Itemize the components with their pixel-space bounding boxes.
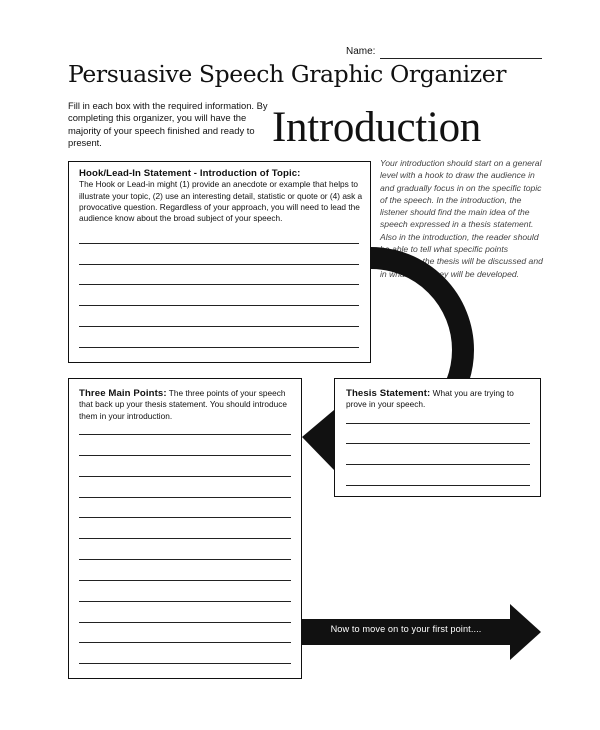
thesis-answer-line[interactable] — [346, 423, 530, 424]
next-point-label: Now to move on to your first point.... — [330, 624, 482, 634]
thesis-answer-line[interactable] — [346, 464, 530, 465]
thesis-heading: Thesis Statement: — [346, 388, 431, 399]
hook-box — [68, 161, 371, 363]
hook-answer-line[interactable] — [79, 347, 359, 348]
hook-heading: Hook/Lead-In Statement - Introduction of Topic: — [79, 168, 301, 179]
main-points-answer-line[interactable] — [79, 663, 291, 664]
hook-answer-line[interactable] — [79, 326, 359, 327]
main-points-answer-line[interactable] — [79, 642, 291, 643]
main-points-answer-line[interactable] — [79, 455, 291, 456]
side-note: Your introduction should start on a general level with a hook to draw the audience in and gradually focus in on the specific topic of the speech. In the introduction, the listener should find the main idea of the speech expressed in a thesis statement. Also in the introduction, the reader should be able to tell what specific points supporting the thesis will be discussed and in what order they will be developed. — [380, 158, 543, 279]
thesis-box — [334, 378, 541, 497]
main-points-answer-line[interactable] — [79, 497, 291, 498]
section-title: Introduction — [272, 104, 481, 151]
main-points-answer-line[interactable] — [79, 517, 291, 518]
name-label: Name: — [346, 46, 376, 57]
main-points-heading: Three Main Points: — [79, 388, 167, 399]
hook-answer-line[interactable] — [79, 243, 359, 244]
main-points-answer-line[interactable] — [79, 434, 291, 435]
intro-instructions: Fill in each box with the required information. By completing this organizer, you will have the majority of your speech finished and ready to present. — [68, 100, 268, 149]
thesis-description: What you are trying to prove in your speech. — [346, 388, 514, 410]
main-points-answer-line[interactable] — [79, 559, 291, 560]
main-points-answer-line[interactable] — [79, 476, 291, 477]
main-points-answer-line[interactable] — [79, 601, 291, 602]
main-points-box — [68, 378, 302, 679]
hook-description: The Hook or Lead-in might (1) provide an anecdote or example that helps to illustrate your topic, (2) use an interesting detail, statistic or quote or (4) ask a provocative question. Regardless of your approach, you will need to lead the audience know about the broad subject of your speech. — [79, 179, 363, 224]
thesis-answer-line[interactable] — [346, 485, 530, 486]
main-points-answer-line[interactable] — [79, 538, 291, 539]
page-title: Persuasive Speech Graphic Organizer — [68, 60, 507, 88]
hook-answer-line[interactable] — [79, 264, 359, 265]
hook-answer-line[interactable] — [79, 284, 359, 285]
main-points-description: The three points of your speech that back up your thesis statement. You should introduce them in your introduction. — [79, 388, 288, 421]
main-points-answer-line[interactable] — [79, 622, 291, 623]
hook-answer-line[interactable] — [79, 305, 359, 306]
thesis-answer-line[interactable] — [346, 443, 530, 444]
main-points-answer-line[interactable] — [79, 580, 291, 581]
left-arrow-icon — [302, 410, 334, 470]
